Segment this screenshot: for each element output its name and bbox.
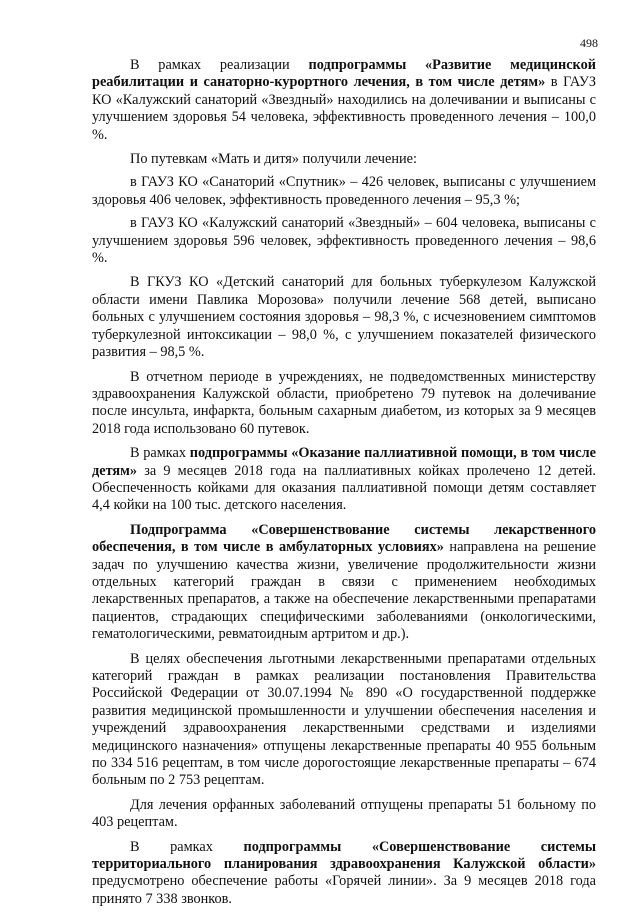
- text-run: в ГАУЗ КО «Калужский санаторий «Звездный» находились на долечивании и выписаны с улучшением здоровья 54 человека, эффективность проведенного лечения – 100,0 %.: [92, 74, 596, 143]
- paragraph-orphan-diseases: Для лечения орфанных заболеваний отпущены препараты 51 больному по 403 рецептам.: [92, 796, 596, 831]
- text-run: В рамках: [130, 838, 244, 855]
- paragraph-territorial-planning: [92, 839, 596, 909]
- document-body: [92, 57, 596, 915]
- page-number: 498: [580, 36, 598, 50]
- text-run: В рамках реализации: [130, 57, 309, 73]
- text-run: В рамках: [130, 445, 190, 462]
- text-run: за 9 месяцев 2018 года на паллиативных койках пролечено 12 детей. Обеспеченность койками для оказания паллиативной помощи детям составляет 4,4 койки на 100 тыс. детского населения.: [92, 462, 596, 514]
- paragraph-sputnik: в ГАУЗ КО «Санаторий «Спутник» – 426 человек, выписаны с улучшением здоровья 406 человек, эффективность проведенного лечения – 95,3 %;: [92, 174, 596, 208]
- subprogram-title-territorial: подпрограммы «Совершенствование системы территориального планирования здравоохранения Калужской области»: [92, 838, 597, 873]
- subprogram-title-rehabilitation: подпрограммы «Развитие медицинской реабилитации и санаторно-курортного лечения, в том числе детям»: [92, 57, 596, 91]
- paragraph-drug-supply: [92, 522, 596, 644]
- paragraph-palliative: [92, 445, 596, 515]
- paragraph-tuberculosis-sanatorium: В ГКУЗ КО «Детский санаторий для больных туберкулезом Калужской области имени Павлика Морозова» получили лечение 568 детей, выписано больных с улучшением состояния здоровья – 98,3 %, с исчезновением симптомов туберкулезной интоксикации – 98,0 %, с улучшением показателей физического развития – 98,5 %.: [92, 274, 596, 361]
- text-run: предусмотрено обеспечение работы «Горячей линии». За 9 месяцев 2018 года принято 7 338 звонков.: [92, 873, 596, 907]
- text-run: направлена на решение задач по улучшению качества жизни, увеличение продолжительности жизни отдельных категорий граждан в связи с применением необходимых лекарственных препаратов, а также на обеспечение лекарственными препаратами пациентов, страдающих специфическими заболеваниями (онкологическими, гематологическими, ревматоидным артритом и др.).: [92, 539, 596, 643]
- subprogram-title-drug-supply: Подпрограмма «Совершенствование системы лекарственного обеспечения, в том числе в амбулаторных условиях»: [92, 521, 596, 556]
- paragraph-zvezdny: в ГАУЗ КО «Калужский санаторий «Звездный» – 604 человека, выписаны с улучшением здоровья 596 человек, эффективность проведенного лечения – 98,6 %.: [92, 215, 596, 267]
- paragraph-preferential-drugs: В целях обеспечения льготными лекарственными препаратами отдельных категорий граждан в рамках реализации постановления Правительства Российской Федерации от 30.07.1994 № 890 «О государственной поддержке развития медицинской промышленности и улучшении обеспечения населения и учреждений здравоохранения лекарственными средствами и изделиями медицинского назначения» отпущены лекарственные препараты 40 955 больным по 334 516 рецептам, в том числе дорогостоящие лекарственные препараты – 674 больным по 2 753 рецептам.: [92, 650, 596, 789]
- paragraph-rehabilitation: [92, 57, 596, 144]
- subprogram-title-palliative: подпрограммы «Оказание паллиативной помощи, в том числе детям»: [92, 445, 596, 479]
- paragraph-mother-child: По путевкам «Мать и дитя» получили лечение:: [130, 151, 417, 168]
- paragraph-non-subordinate: В отчетном периоде в учреждениях, не подведомственных министерству здравоохранения Калужской области, приобретено 79 путевок на долечивание после инсульта, инфаркта, больным сахарным диабетом, из которых за 9 месяцев 2018 года использовано 60 путевок.: [92, 368, 596, 437]
